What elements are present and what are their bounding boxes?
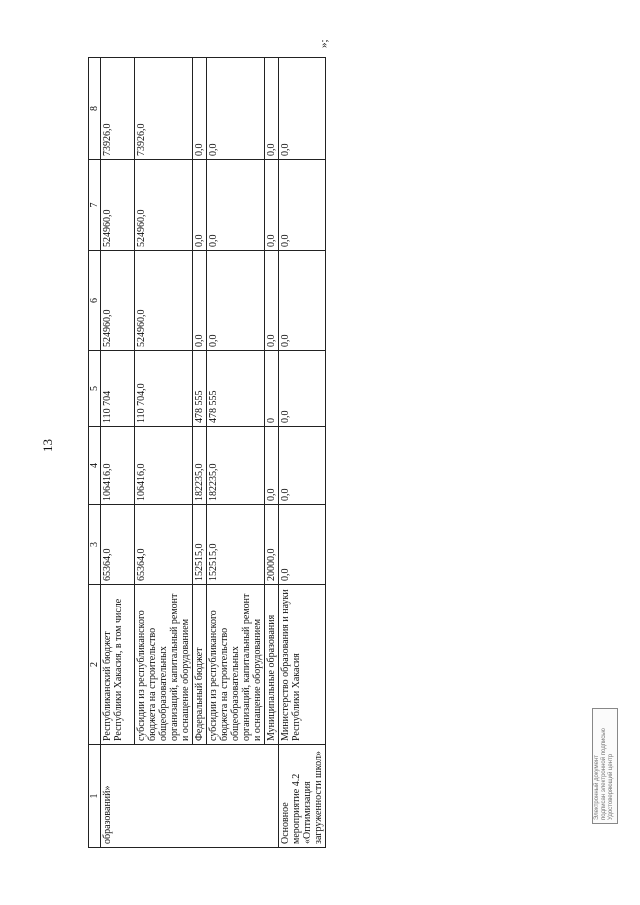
value-cell: 0,0: [265, 160, 279, 251]
stamp-line: Удостоверяющий центр: [608, 753, 614, 820]
table-row: [279, 58, 326, 848]
funding-source-cell: Федеральный бюджет: [193, 585, 207, 745]
funding-source-cell: Муниципальные образования: [265, 585, 279, 745]
value-cell: 65364,0: [101, 505, 135, 585]
value-cell: 106416,0: [135, 427, 193, 505]
value-cell: 0,0: [279, 160, 326, 251]
header-cell: 3: [89, 505, 101, 585]
table-row: [101, 58, 135, 848]
table-row: [207, 58, 265, 848]
table-row: [265, 58, 279, 848]
value-cell: 0,0: [193, 160, 207, 251]
value-cell: 0,0: [193, 58, 207, 160]
funding-source-cell: Республиканский бюджет Республики Хакасия, в том числе: [101, 585, 135, 745]
funding-source-cell: субсидии из республиканского бюджета на строительство общеобразовательных организаций, капитальный ремонт и оснащение оборудованием: [135, 585, 193, 745]
value-cell: 0,0: [265, 58, 279, 160]
stamp-text: [593, 709, 617, 823]
header-cell: 7: [89, 160, 101, 251]
header-cell: 8: [89, 58, 101, 160]
value-cell: 0,0: [207, 160, 265, 251]
program-funding-table: [88, 57, 326, 848]
value-cell: 65364,0: [135, 505, 193, 585]
value-cell: 0,0: [279, 251, 326, 351]
table-row: [193, 58, 207, 848]
value-cell: 152515,0: [193, 505, 207, 585]
header-cell: 4: [89, 427, 101, 505]
value-cell: 110 704: [101, 351, 135, 427]
value-cell: 20000,0: [265, 505, 279, 585]
header-cell: 5: [89, 351, 101, 427]
value-cell: 0,0: [207, 58, 265, 160]
value-cell: 0,0: [265, 427, 279, 505]
value-cell: 524960,0: [135, 160, 193, 251]
header-cell: 1: [89, 745, 101, 848]
value-cell: 182235,0: [207, 427, 265, 505]
value-cell: 152515,0: [207, 505, 265, 585]
value-cell: 0,0: [279, 505, 326, 585]
electronic-signature-stamp: [592, 708, 618, 824]
value-cell: 0: [265, 351, 279, 427]
value-cell: 106416,0: [101, 427, 135, 505]
value-cell: 0,0: [207, 251, 265, 351]
measure-name-cell: Основное мероприятие 4.2 «Оптимизация загруженности школ»: [279, 745, 326, 848]
closing-quote-mark: »;: [318, 39, 330, 48]
value-cell: 0,0: [193, 251, 207, 351]
funding-source-cell: Министерство образования и науки Республики Хакасия: [279, 585, 326, 745]
program-funding-table-rotated: [88, 58, 358, 848]
funding-source-cell: субсидии из республиканского бюджета на строительство общеобразовательных организаций, капитальный ремонт и оснащение оборудованием: [207, 585, 265, 745]
value-cell: 0,0: [279, 427, 326, 505]
value-cell: 0,0: [279, 58, 326, 160]
value-cell: 0,0: [265, 251, 279, 351]
measure-name-cell: образований»: [101, 745, 279, 848]
value-cell: 0,0: [279, 351, 326, 427]
stamp-line: Электронный документ: [594, 754, 600, 820]
page-number: 13: [40, 439, 55, 452]
stamp-line: подписан электронной подписью: [601, 728, 607, 820]
value-cell: 478 555: [193, 351, 207, 427]
value-cell: 524960,0: [101, 251, 135, 351]
header-cell: 2: [89, 585, 101, 745]
table-header-row: [89, 58, 101, 848]
value-cell: 73926,0: [101, 58, 135, 160]
value-cell: 478 555: [207, 351, 265, 427]
value-cell: 73926,0: [135, 58, 193, 160]
value-cell: 524960,0: [101, 160, 135, 251]
value-cell: 182235,0: [193, 427, 207, 505]
value-cell: 110 704,0: [135, 351, 193, 427]
header-cell: 6: [89, 251, 101, 351]
value-cell: 524960,0: [135, 251, 193, 351]
table-row: [135, 58, 193, 848]
